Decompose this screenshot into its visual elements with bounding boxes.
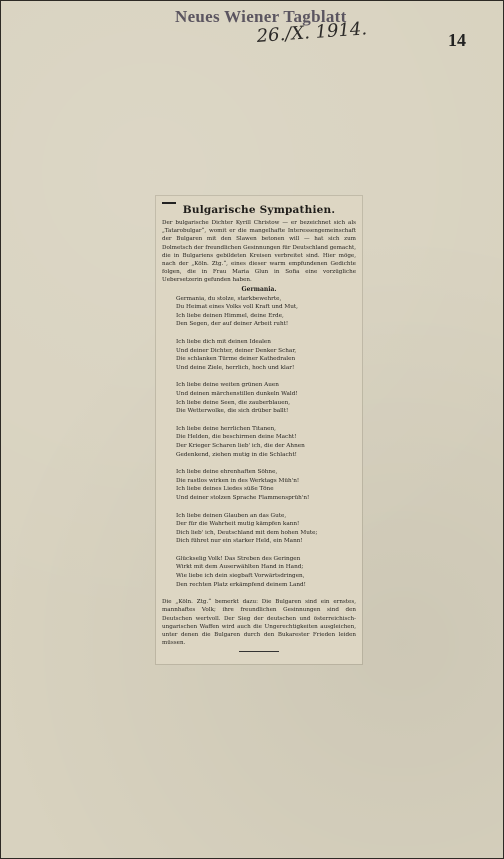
poem-line: Du Heimat eines Volks voll Kraft und Mut, (176, 304, 298, 311)
newspaper-clipping (156, 196, 362, 664)
poem-line: Germania, du stolze, starkbewehrte, (176, 295, 282, 302)
poem-line: Und deiner stolzen Sprache Flammensprüh'n! (176, 494, 310, 501)
poem-line: Und deiner Dichter, deiner Denker Schar, (176, 347, 297, 354)
closing-paragraph: Die „Köln. Ztg.“ bemerkt dazu: Die Bulgaren sind ein ernstes, mannhaftes Volk; ihre freundlichen Gesinnungen sind den Deutschen wertvoll. Der Sieg der deutschen und österreichisch-ungarischen Waffen wird auch die Ungerechtigkeiten ausgleichen, unter denen die Bulgaren durch den Bukarester Frieden leiden müssen. (162, 599, 356, 647)
clipping-rule (162, 202, 176, 204)
newspaper-name: Neues Wiener Tagblatt (175, 7, 347, 26)
poem-line: Die schlanken Türme deiner Kathedralen (176, 356, 296, 363)
end-rule (239, 651, 279, 652)
handwritten-date: 26./X. 1914. (256, 18, 368, 47)
intro-paragraph: Der bulgarische Dichter Kyrill Christow — er bezeichnet sich als „Tatarobulgar“, womit er die mangelhafte Interessengemeinschaft der Bulgaren mit den Slawen betonen will — hat sich zum Dolmetsch der freundlichen Gesinnungen für Deutschland gemacht, die in Bulgariens gebildeten Kreisen verbreitet sind. Hier möge, nach der „Köln. Ztg.“, eines dieser warm empfundenen Gedichte folgen, die in Frau Maria Glun in Sofia eine vorzügliche Uebersetzerin gefunden haben. (162, 220, 356, 284)
poem-line: Ich liebe deines Liedes süße Töne (176, 486, 274, 493)
poem-line: Wirkt mit dem Auserwählten Hand in Hand; (176, 564, 304, 571)
poem-line: Den Segen, der auf deiner Arbeit ruht! (176, 321, 289, 328)
page-number: 14 (448, 30, 466, 50)
poem-line: Dich führet nur ein starker Held, ein Mann! (176, 538, 303, 545)
poem-title: Germania. (241, 285, 277, 293)
poem-stanza (176, 338, 356, 372)
poem-stanza (176, 512, 356, 546)
poem-line: Die Wetterwolke, die sich drüber ballt! (176, 408, 289, 415)
poem-line: Den rechten Platz erkämpfend deinem Land! (176, 581, 306, 588)
poem-line: Glückselig Volk! Das Streben des Geringen (176, 555, 301, 562)
poem-line: Ich liebe deinen Himmel, deine Erde, (176, 312, 284, 319)
poem-line: Und deine Ziele, herrlich, hoch und klar! (176, 364, 295, 371)
poem-line: Ich liebe deine Seen, die zauberblauen, (176, 399, 291, 406)
poem-line: Ich liebe dich mit deinen Idealen (176, 339, 271, 345)
poem-line: Ich liebe deinen Glauben an das Gute, (176, 512, 287, 519)
poem-stanza (176, 425, 356, 459)
poem-stanza (176, 295, 356, 329)
clipping-title: Bulgarische Sympathien. (182, 204, 336, 216)
poem-line: Ich liebe deine weiten grünen Auen (176, 382, 279, 389)
poem-line: Die Helden, die beschirmen deine Macht! (176, 434, 297, 441)
poem-line: Ich liebe deine ehrenhaften Söhne, (176, 469, 278, 476)
poem-stanza (176, 555, 356, 589)
poem-line: Die rastlos wirken in des Werktags Müh'n! (176, 477, 300, 484)
poem-stanza (176, 468, 356, 502)
poem-line: Wie liebe ich dein siegbaft Vorwärtsdringen, (176, 573, 305, 580)
poem-line: Dich lieb' ich, Deutschland mit dem hohen Mute; (176, 529, 318, 536)
poem-line: Und deinen märchenstillen dunkeln Wald! (176, 390, 298, 397)
poem-line: Der für die Wahrheit mutig kämpfen kann! (176, 521, 300, 528)
poem-line: Ich liebe deine herrlichen Titanen, (176, 425, 276, 432)
poem-line: Gedenkend, ziehen mutig in die Schlacht! (176, 451, 297, 458)
poem-stanza (176, 381, 356, 415)
poem-line: Der Krieger Scharen lieb' ich, die der Ahnen (176, 442, 305, 449)
